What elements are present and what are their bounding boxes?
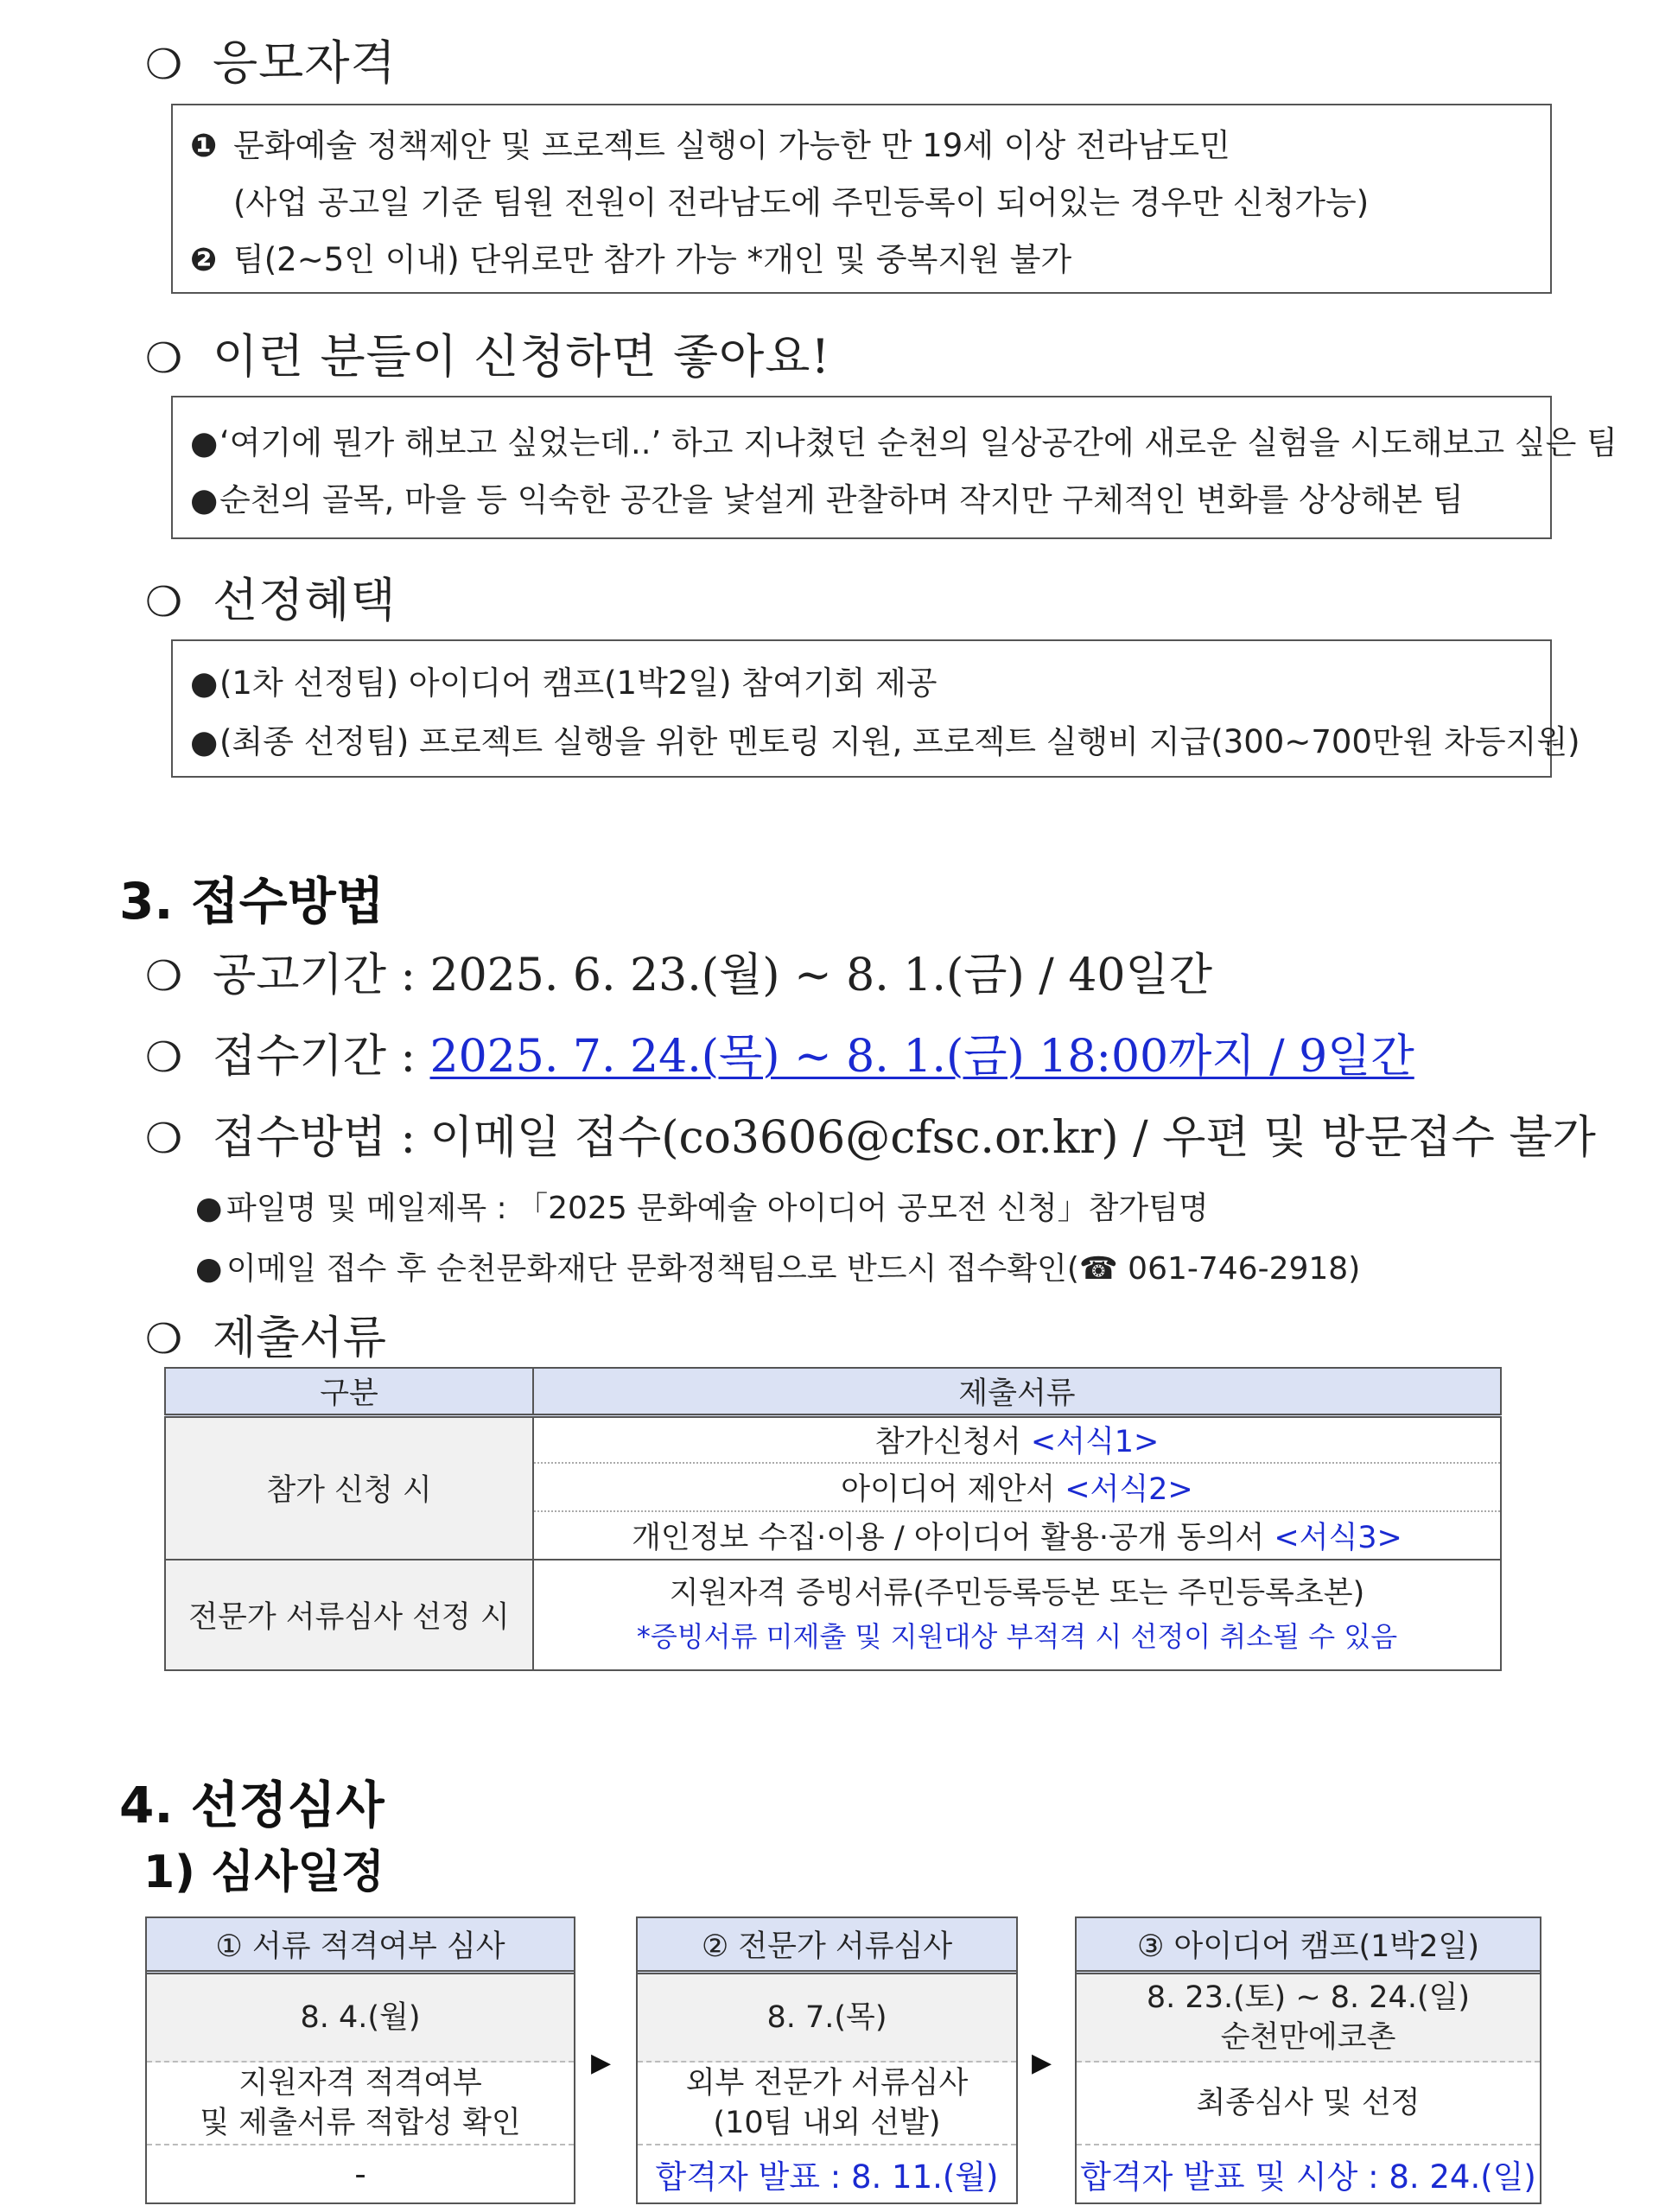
eligibility-heading: ❍ 응모자격	[145, 35, 397, 90]
docs-heading: ❍ 제출서류	[145, 1313, 386, 1364]
step-date: 8. 23.(토) ~ 8. 24.(일) 순천만에코촌	[1077, 1974, 1540, 2063]
section-3-title: 3. 접수방법	[119, 872, 385, 931]
col-docs-header: 제출서류	[533, 1368, 1501, 1416]
circle-bullet-icon: ❍	[145, 334, 184, 383]
step-date: 8. 7.(목)	[638, 1974, 1016, 2063]
recommend-item: ●‘여기에 뭔가 해보고 싶었는데..’ 하고 지나쳤던 순천의 일상공간에 새로운 실험을 시도해보고 싶은 팀	[190, 424, 1618, 461]
doc-row: 지원자격 증빙서류(주민등록등본 또는 주민등록초본) *증빙서류 미제출 및 지원대상 부적격 시 선정이 취소될 수 있음	[533, 1560, 1501, 1670]
doc-row: 아이디어 제안서 <서식2>	[533, 1463, 1501, 1511]
expert-category: 전문가 서류심사 선정 시	[165, 1560, 533, 1670]
receipt-note: ● 이메일 접수 후 순천문화재단 문화정책팀으로 반드시 접수확인(☎ 061-746-2918)	[195, 1251, 1361, 1287]
bullet-icon: ●	[195, 1191, 223, 1226]
recommend-heading: ❍ 이런 분들이 신청하면 좋아요!	[145, 329, 831, 384]
step-description: 지원자격 적격여부 및 제출서류 적합성 확인	[147, 2063, 574, 2145]
recommend-box	[171, 396, 1618, 539]
doc-row: 참가신청서 <서식1>	[533, 1416, 1501, 1463]
bullet-icon: ●	[190, 424, 219, 461]
apply-category: 참가 신청 시	[165, 1416, 533, 1560]
benefits-item: ●(1차 선정팀) 아이디어 캠프(1박2일) 참여기회 제공	[190, 664, 938, 702]
benefits-heading: ❍ 선정혜택	[145, 573, 397, 627]
bullet-icon: ●	[190, 723, 219, 760]
step-date: 8. 4.(월)	[147, 1974, 574, 2063]
receipt-note: ● 파일명 및 메일제목 : 「2025 문화예술 아이디어 공모전 신청」참가팀명	[195, 1191, 1209, 1226]
step-header: ① 서류 적격여부 심사	[147, 1918, 574, 1974]
step-result: 합격자 발표 및 시상 : 8. 24.(일)	[1080, 2158, 1536, 2196]
step-header: ③ 아이디어 캠프(1박2일)	[1077, 1918, 1540, 1974]
eligibility-item: (사업 공고일 기준 팀원 전원이 전라남도에 주민등록이 되어있는 경우만 신청가능)	[233, 184, 1370, 221]
step-result: -	[354, 2155, 366, 2193]
review-step-3	[1075, 1916, 1541, 2204]
step-description: 최종심사 및 선정	[1077, 2063, 1540, 2145]
circle-bullet-icon: ❍	[145, 1115, 183, 1163]
section-4-title: 4. 선정심사	[119, 1776, 385, 1834]
expert-note: *증빙서류 미제출 및 지원대상 부적격 시 선정이 취소될 수 있음	[636, 1619, 1398, 1653]
bullet-icon: ●	[195, 1251, 223, 1287]
eligibility-box	[171, 104, 1552, 294]
benefits-item: ●(최종 선정팀) 프로젝트 실행을 위한 멘토링 지원, 프로젝트 실행비 지급(300~700만원 차등지원)	[190, 723, 1580, 760]
submission-docs-table	[164, 1367, 1502, 1671]
step-result: 합격자 발표 : 8. 11.(월)	[655, 2158, 999, 2196]
bullet-icon: ●	[190, 664, 219, 702]
bullet-icon: ●	[190, 481, 219, 518]
receipt-period: ❍ 접수기간 : 2025. 7. 24.(목) ~ 8. 1.(금) 18:00까지 / 9일간	[145, 1031, 1414, 1083]
circle-bullet-icon: ❍	[145, 952, 183, 1001]
review-step-1	[145, 1916, 575, 2204]
review-step-2	[636, 1916, 1018, 2204]
benefits-box	[171, 639, 1580, 778]
circle-bullet-icon: ❍	[145, 1315, 183, 1363]
circle-bullet-icon: ❍	[145, 578, 184, 626]
step-header: ② 전문가 서류심사	[638, 1918, 1016, 1974]
circle-bullet-icon: ❍	[145, 1033, 183, 1082]
step-description: 외부 전문가 서류심사 (10팀 내외 선발)	[638, 2063, 1016, 2145]
review-schedule-subtitle: 1) 심사일정	[143, 1847, 385, 1898]
recommend-item: ●순천의 골목, 마을 등 익숙한 공간을 낯설게 관찰하며 작지만 구체적인 변화를 상상해본 팀	[190, 481, 1464, 518]
arrow-right-icon: ▶	[1032, 2048, 1052, 2078]
eligibility-item: ❷ 팀(2~5인 이내) 단위로만 참가 가능 *개인 및 중복지원 불가	[190, 241, 1072, 278]
arrow-right-icon: ▶	[591, 2048, 612, 2078]
receipt-method: ❍ 접수방법 : 이메일 접수(co3606@cfsc.or.kr) / 우편 및 방문접수 불가	[145, 1112, 1596, 1164]
receipt-period-value: 2025. 7. 24.(목) ~ 8. 1.(금) 18:00까지 / 9일간	[429, 1031, 1414, 1083]
eligibility-item: ❶ 문화예술 정책제안 및 프로젝트 실행이 가능한 만 19세 이상 전라남도민	[190, 127, 1230, 164]
notice-period: ❍ 공고기간 : 2025. 6. 23.(월) ~ 8. 1.(금) / 40일간	[145, 950, 1212, 1001]
circle-bullet-icon: ❍	[145, 41, 184, 89]
col-category-header: 구분	[165, 1368, 533, 1416]
doc-row: 개인정보 수집·이용 / 아이디어 활용·공개 동의서 <서식3>	[533, 1511, 1501, 1560]
